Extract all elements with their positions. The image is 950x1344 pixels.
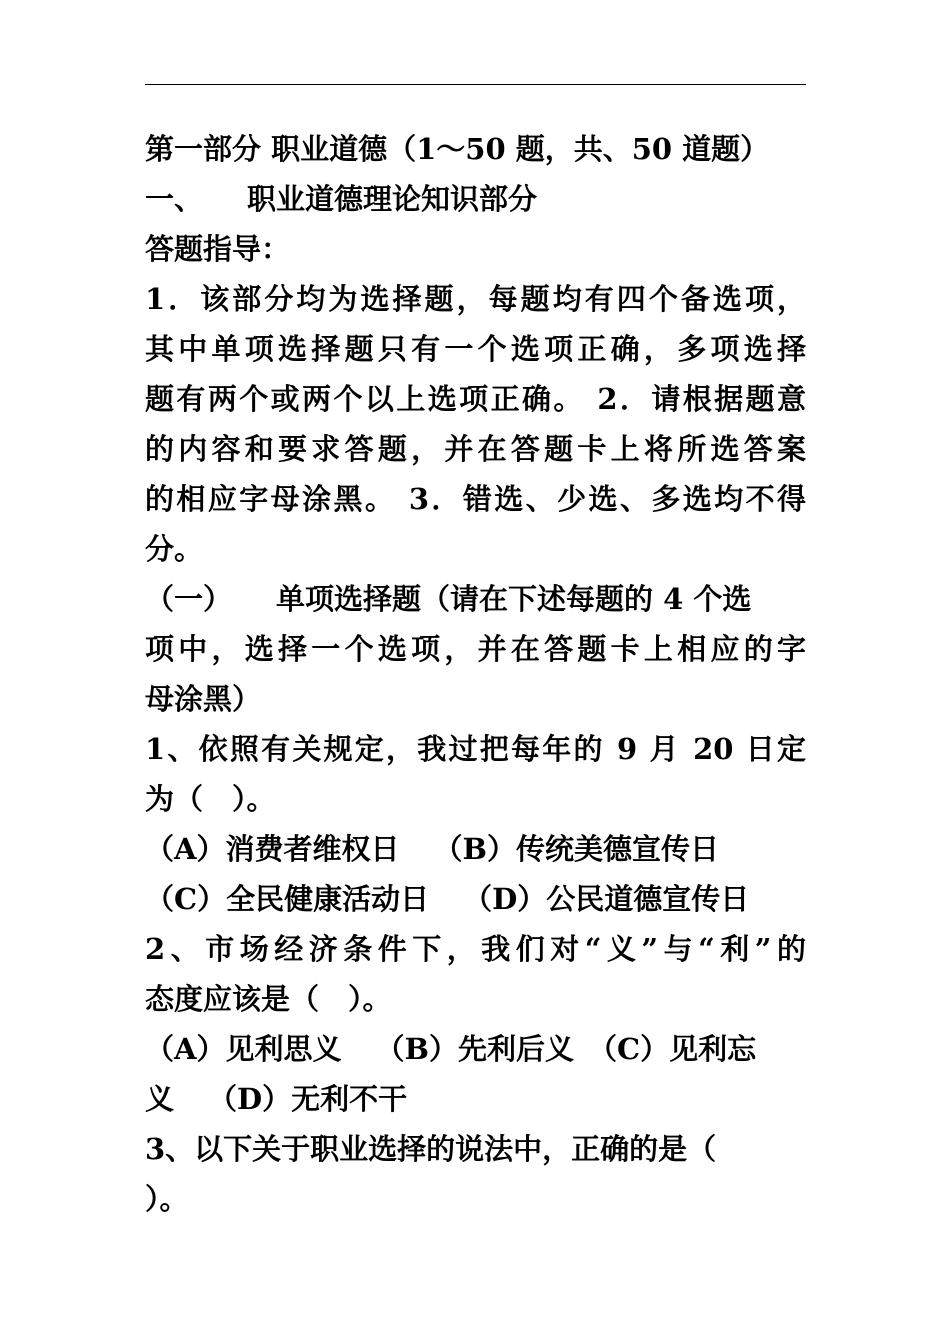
option-a: （A）见利思义 [145, 1032, 342, 1066]
subsection-text-line: 项中，选择一个选项，并在答题卡上相应的字 [145, 632, 806, 666]
question-2-stem: 2、市场经济条件下，我们对“义”与“利”的 [145, 932, 806, 966]
option-b: （B）先利后义 [375, 1032, 575, 1066]
option-c: （C）全民健康活动日 [145, 882, 430, 916]
guide-text-line: 分。 [145, 532, 204, 566]
section-title: 第一部分 职业道德（1～50 题，共、50 道题） [145, 132, 770, 166]
question-3-stem: 3、以下关于职业选择的说法中，正确的是（ [145, 1132, 717, 1166]
option-c-cont: 义 [145, 1082, 175, 1116]
header-rule [145, 84, 806, 85]
guide-heading: 答题指导： [145, 232, 291, 266]
question-2-options-d [145, 1074, 806, 1124]
part-heading [145, 174, 806, 224]
option-d: （D）公民道德宣传日 [463, 882, 750, 916]
guide-text-line: 1．该部分均为选择题，每题均有四个备选项， [145, 282, 806, 316]
option-a: （A）消费者维权日 [145, 832, 400, 866]
subsection-heading [145, 574, 806, 624]
option-c: （C）见利忘 [588, 1032, 757, 1066]
question-2-options-abc [145, 1024, 806, 1074]
question-1-stem: 1、依照有关规定，我过把每年的 9 月 20 日定 [145, 732, 806, 766]
question-3-stem-cont: ）。 [145, 1182, 189, 1216]
subsection-text-line: 母涂黑） [145, 682, 262, 716]
question-1-options-ab [145, 824, 806, 874]
part-label: 一、 [145, 182, 204, 216]
question-1-options-cd [145, 874, 806, 924]
document-body [145, 124, 806, 1224]
question-2-stem-cont: 态度应该是（ ）。 [145, 982, 392, 1016]
part-title: 职业道德理论知识部分 [247, 182, 538, 216]
guide-text-line: 题有两个或两个以上选项正确。 2．请根据题意 [145, 382, 806, 416]
guide-text-line: 的内容和要求答题，并在答题卡上将所选答案 [145, 432, 806, 466]
guide-text-line: 的相应字母涂黑。 3．错选、少选、多选均不得 [145, 482, 806, 516]
option-d: （D）无利不干 [208, 1082, 408, 1116]
subsection-label: （一） [145, 582, 233, 616]
guide-text-line: 其中单项选择题只有一个选项正确，多项选择 [145, 332, 806, 366]
subsection-text: 单项选择题（请在下述每题的 4 个选 [276, 582, 752, 616]
question-1-stem-cont: 为（ ）。 [145, 782, 276, 816]
option-b: （B）传统美德宣传日 [433, 832, 720, 866]
